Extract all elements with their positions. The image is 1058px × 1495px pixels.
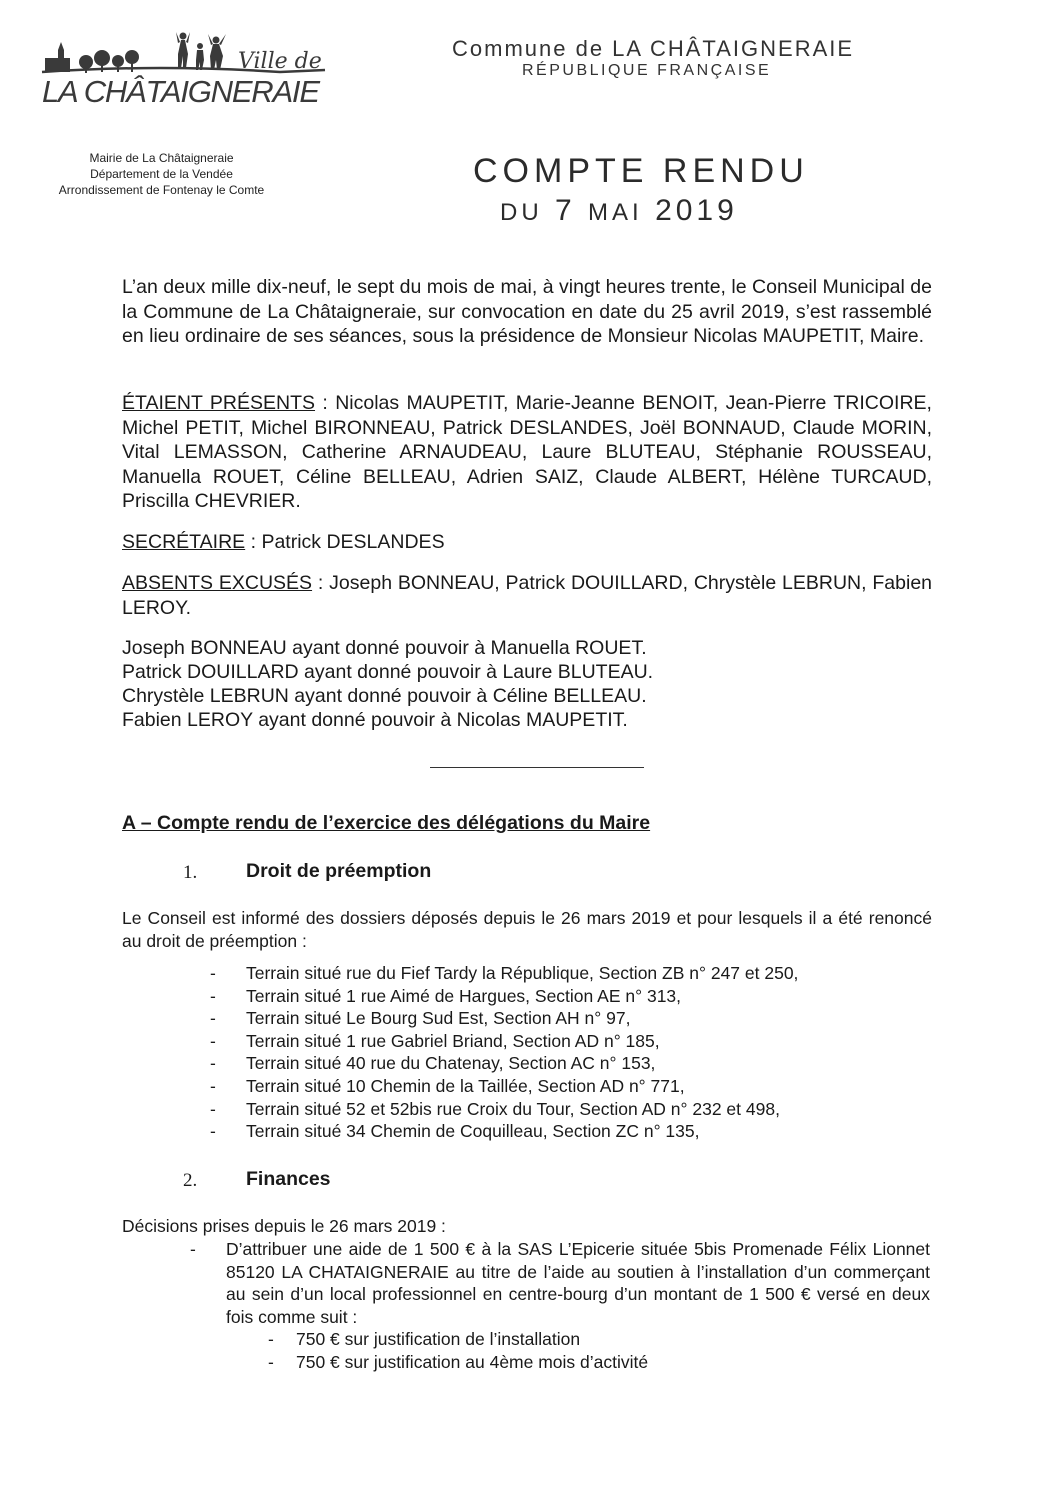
list-item: - Terrain situé 34 Chemin de Coquilleau, Section ZC n° 135, xyxy=(210,1121,700,1142)
mairie-line: Département de la Vendée xyxy=(90,167,233,181)
date-du: DU xyxy=(500,199,543,226)
secretaire-name: Patrick DESLANDES xyxy=(261,531,445,553)
subsection-title: Droit de préemption xyxy=(246,860,432,882)
presents-paragraph xyxy=(122,391,932,514)
date-year: 2019 xyxy=(655,194,738,227)
subsection-number: 2. xyxy=(183,1170,198,1191)
document-title: COMPTE RENDU xyxy=(473,152,809,190)
secretaire-line xyxy=(122,530,445,555)
presents-sep: : xyxy=(315,392,336,414)
decision-text: D’attribuer une aide de 1 500 € à la SAS L’Epicerie située 5bis Promenade Félix Lionnet 85120 LA CHATAIGNERAIE au titre de l’aide au soutien à l’installation d’un commerçant au sein d’un local professionnel en centre-bourg d’un montant de 1 500 € versé en deux fois comme suit : xyxy=(226,1239,930,1327)
absents-label: ABSENTS EXCUSÉS xyxy=(122,572,313,594)
list-dash: - xyxy=(190,1239,196,1259)
finances-intro: Décisions prises depuis le 26 mars 2019 : xyxy=(122,1216,446,1236)
list-item: - Terrain situé 1 rue Gabriel Briand, Section AD n° 185, xyxy=(210,1030,660,1051)
list-item: - Terrain situé 10 Chemin de la Taillée, Section AD n° 771, xyxy=(210,1075,685,1096)
presents-label: ÉTAIENT PRÉSENTS xyxy=(122,392,316,414)
absents-sep: : xyxy=(312,572,330,594)
logo-name: LA CHÂTAIGNERAIE xyxy=(42,74,320,109)
secretaire-sep: : xyxy=(245,531,262,553)
republique-label: RÉPUBLIQUE FRANÇAISE xyxy=(522,62,772,79)
preemption-intro: Le Conseil est informé des dossiers déposés depuis le 26 mars 2019 et pour lesquels il a été renoncé au droit de préemption : xyxy=(122,908,932,951)
mairie-address xyxy=(40,150,283,198)
presents-list: Nicolas MAUPETIT, Marie-Jeanne BENOIT, Jean-Pierre TRICOIRE, Michel PETIT, Michel BIRONNEAU, Patrick DESLANDES, Joël BONNAUD, Claude MORIN, Vital LEMASSON, Catherine ARNAUDEAU, Laure BLUTEAU, Stéphanie ROUSSEAU, Manuella ROUET, Céline BELLEAU, Adrien SAIZ, Claude ALBERT, Hélène TURCAUD, Priscilla CHEVRIER. xyxy=(122,392,932,512)
pouvoir-line: Joseph BONNEAU ayant donné pouvoir à Manuella ROUET. xyxy=(122,637,647,659)
section-a-title: A – Compte rendu de l’exercice des délégations du Maire xyxy=(122,812,651,834)
list-item: - Terrain situé 40 rue du Chatenay, Section AC n° 153, xyxy=(210,1053,656,1074)
pouvoir-line: Chrystèle LEBRUN ayant donné pouvoir à Céline BELLEAU. xyxy=(122,685,647,707)
absents-list: Joseph BONNEAU, Patrick DOUILLARD, Chrystèle LEBRUN, Fabien LEROY. xyxy=(122,572,933,619)
versement-list xyxy=(268,1328,648,1373)
list-item: - 750 € sur justification au 4ème mois d’activité xyxy=(268,1351,649,1372)
secretaire-label: SECRÉTAIRE xyxy=(122,531,246,553)
list-item: - Terrain situé 52 et 52bis rue Croix du Tour, Section AD n° 232 et 498, xyxy=(210,1098,780,1119)
intro-paragraph: L’an deux mille dix-neuf, le sept du mois de mai, à vingt heures trente, le Conseil Municipal de la Commune de La Châtaigneraie, sur convocation en date du 25 avril 2019, s’est rassemblé en lieu ordinaire de ses séances, sous la présidence de Monsieur Nicolas MAUPETIT, Maire. xyxy=(122,276,932,347)
subsection-title: Finances xyxy=(246,1168,331,1190)
subsection-number: 1. xyxy=(183,862,198,883)
logo-prefix: Ville de xyxy=(238,49,322,74)
absents-paragraph xyxy=(122,571,932,620)
document-date xyxy=(500,194,738,228)
commune-name: Commune de LA CHÂTAIGNERAIE xyxy=(452,36,855,61)
mairie-line: Mairie de La Châtaigneraie xyxy=(89,151,234,165)
list-item: - Terrain situé Le Bourg Sud Est, Section AH n° 97, xyxy=(210,1008,631,1029)
city-logo-graphic xyxy=(40,28,340,118)
mairie-line: Arrondissement de Fontenay le Comte xyxy=(58,183,265,197)
list-item: - 750 € sur justification de l’installation xyxy=(268,1329,581,1349)
city-logo xyxy=(40,28,340,118)
list-item: - Terrain situé 1 rue Aimé de Hargues, Section AE n° 313, xyxy=(210,985,682,1006)
pouvoir-line: Fabien LEROY ayant donné pouvoir à Nicolas MAUPETIT. xyxy=(122,709,628,731)
list-item: - Terrain situé rue du Fief Tardy la République, Section ZB n° 247 et 250, xyxy=(210,963,799,983)
section-divider xyxy=(430,767,644,768)
decision-item xyxy=(190,1238,930,1328)
pouvoir-line: Patrick DOUILLARD ayant donné pouvoir à Laure BLUTEAU. xyxy=(122,661,654,683)
terrain-list xyxy=(210,962,798,1143)
date-month: MAI xyxy=(588,199,643,226)
date-day: 7 xyxy=(555,194,576,227)
